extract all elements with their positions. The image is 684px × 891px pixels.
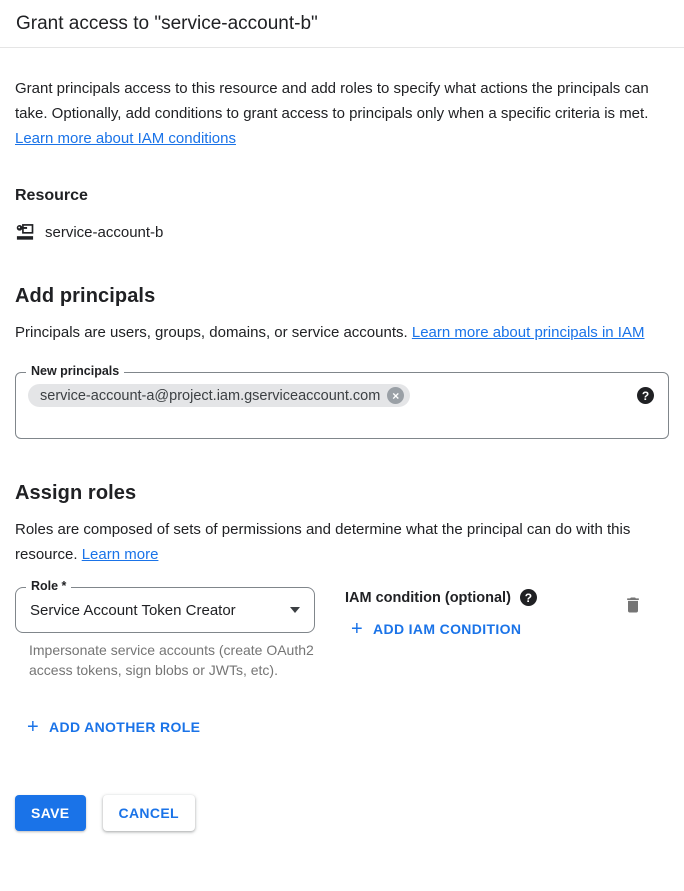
add-iam-condition-button[interactable] xyxy=(351,619,521,639)
dropdown-arrow-icon xyxy=(290,607,300,613)
principals-help-icon[interactable]: ? xyxy=(637,387,654,404)
dialog-title: Grant access to "service-account-b" xyxy=(16,13,318,34)
delete-icon xyxy=(623,595,643,615)
new-principals-field-label: New principals xyxy=(26,364,124,378)
roles-description xyxy=(15,517,669,567)
assign-roles-heading: Assign roles xyxy=(15,482,137,504)
role-select[interactable] xyxy=(15,579,315,633)
role-select-value: Service Account Token Creator xyxy=(30,601,236,619)
plus-icon: + xyxy=(27,716,40,738)
add-iam-condition-label: ADD IAM CONDITION xyxy=(373,621,522,637)
role-row xyxy=(15,579,669,680)
resource-heading: Resource xyxy=(15,187,88,204)
intro-text-body: Grant principals access to this resource and add roles to specify what actions the principals can take. Optionally, add conditions to grant access to principals only when a specific criteria is met. xyxy=(15,80,649,122)
intro-text xyxy=(15,76,669,151)
dialog-actions xyxy=(15,795,669,831)
cancel-button[interactable]: CANCEL xyxy=(103,795,195,831)
principal-chip xyxy=(28,384,410,407)
resource-name: service-account-b xyxy=(45,223,164,241)
add-another-role-label: ADD ANOTHER ROLE xyxy=(49,719,201,735)
service-account-icon xyxy=(15,222,35,242)
principal-chip-label: service-account-a@project.iam.gserviceaccount.com xyxy=(40,387,381,404)
role-select-label: Role * xyxy=(26,579,71,593)
principals-description-body: Principals are users, groups, domains, or service accounts. xyxy=(15,324,408,341)
learn-more-roles-link[interactable]: Learn more xyxy=(81,546,159,563)
iam-condition-help-icon[interactable]: ? xyxy=(520,589,537,606)
iam-condition-label-row xyxy=(345,589,537,606)
resource-row xyxy=(15,222,669,242)
new-principals-field[interactable] xyxy=(15,364,669,439)
chip-remove-icon[interactable]: × xyxy=(387,387,404,404)
dialog-body xyxy=(0,76,684,831)
learn-more-iam-conditions-link[interactable]: Learn more about IAM conditions xyxy=(15,130,236,147)
save-button[interactable]: SAVE xyxy=(15,795,86,831)
title-divider xyxy=(0,47,684,48)
iam-condition-label: IAM condition (optional) xyxy=(345,589,511,606)
add-principals-heading: Add principals xyxy=(15,285,156,307)
plus-icon: + xyxy=(351,618,364,640)
roles-description-body: Roles are composed of sets of permissions and determine what the principal can do with this resource. xyxy=(15,521,631,563)
learn-more-principals-link[interactable]: Learn more about principals in IAM xyxy=(411,324,645,341)
principals-description xyxy=(15,320,669,345)
iam-condition-column xyxy=(345,587,537,640)
delete-role-button[interactable] xyxy=(623,595,643,618)
add-another-role-button[interactable] xyxy=(27,717,200,737)
role-column xyxy=(15,579,315,680)
role-description: Impersonate service accounts (create OAuth2 access tokens, sign blobs or JWTs, etc). xyxy=(29,642,314,678)
